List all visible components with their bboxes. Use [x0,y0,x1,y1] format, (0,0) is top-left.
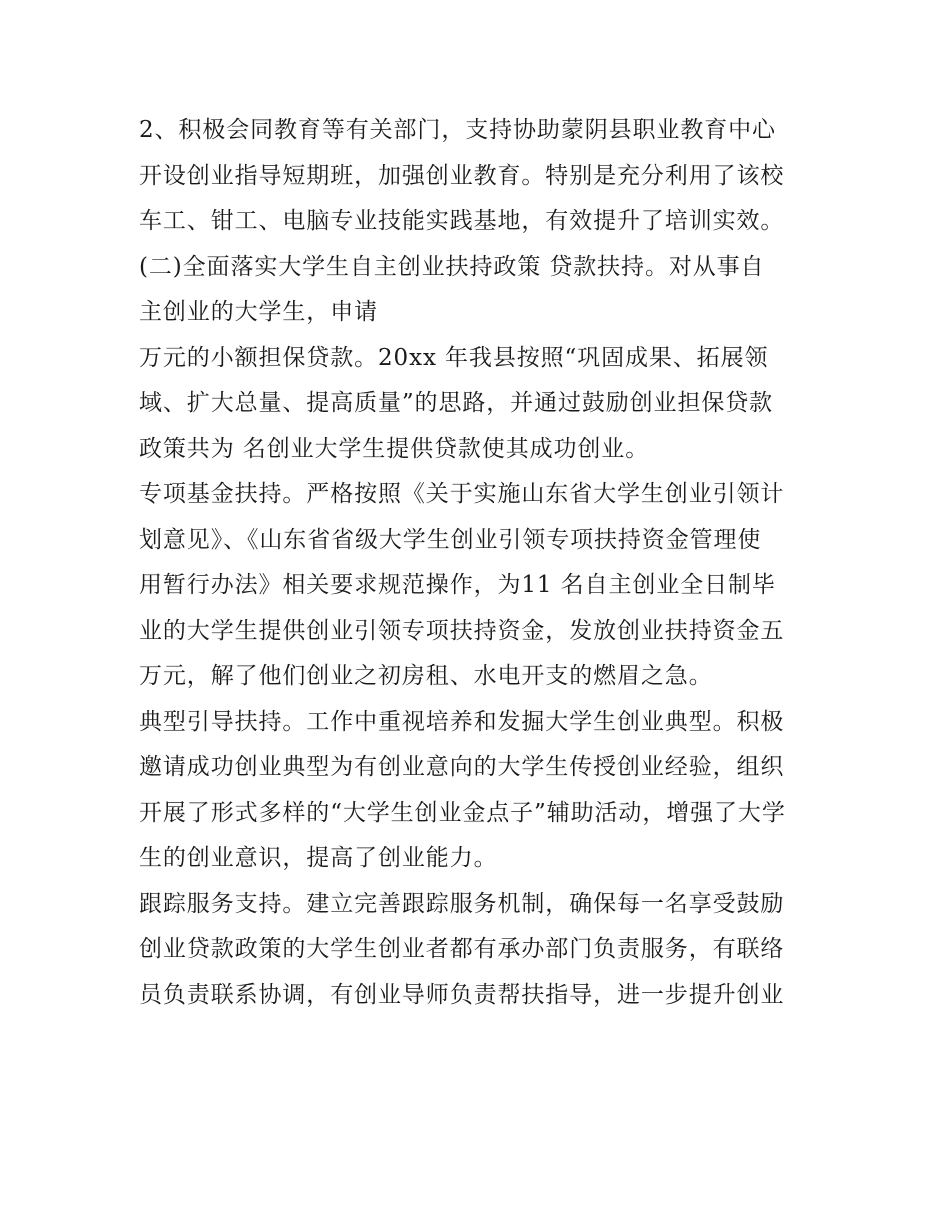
text-line: 创业贷款政策的大学生创业者都有承办部门负责服务，有联络 [139,936,785,962]
text-line: 开设创业指导短期班，加强创业教育。特别是充分利用了该校 [139,162,785,189]
document-body [139,108,819,1018]
text-line: 域、扩大总量、提高质量”的思路，并通过鼓励创业担保贷款 [139,390,774,416]
text-line: 划意见》、《山东省省级大学生创业引领专项扶持资金管理使 [139,526,762,553]
text-line: 员负责联系协调，有创业导师负责帮扶指导，进一步提升创业 [139,981,785,1008]
text-line: 万元，解了他们创业之初房租、水电开支的燃眉之急。 [139,663,713,689]
text-line: 万元的小额担保贷款。20xx 年我县按照“巩固成果、拓展领 [139,344,769,371]
text-line: 跟踪服务支持。建立完善跟踪服务机制，确保每一名享受鼓励 [139,890,785,917]
text-line: 专项基金扶持。严格按照《关于实施山东省大学生创业引领计 [139,481,785,507]
text-line: 典型引导扶持。工作中重视培养和发掘大学生创业典型。积极 [139,708,785,735]
text-line: 生的创业意识，提高了创业能力。 [139,845,498,871]
text-line: (二)全面落实大学生自主创业扶持政策 贷款扶持。对从事自 [139,253,765,280]
text-line: 开展了形式多样的“大学生创业金点子”辅助活动，增强了大学 [139,799,786,826]
text-line: 邀请成功创业典型为有创业意向的大学生传授创业经验，组织 [139,754,785,780]
text-line: 业的大学生提供创业引领专项扶持资金，发放创业扶持资金五 [139,617,785,644]
text-line: 用暂行办法》相关要求规范操作，为11 名自主创业全日制毕 [139,572,776,598]
text-line: 主创业的大学生，申请 [139,299,378,325]
text-line: 车工、钳工、电脑专业技能实践基地，有效提升了培训实效。 [139,208,785,234]
text-line: 政策共为 名创业大学生提供贷款使其成功创业。 [139,435,650,462]
text-line: 2、积极会同教育等有关部门，支持协助蒙阴县职业教育中心 [139,117,776,143]
